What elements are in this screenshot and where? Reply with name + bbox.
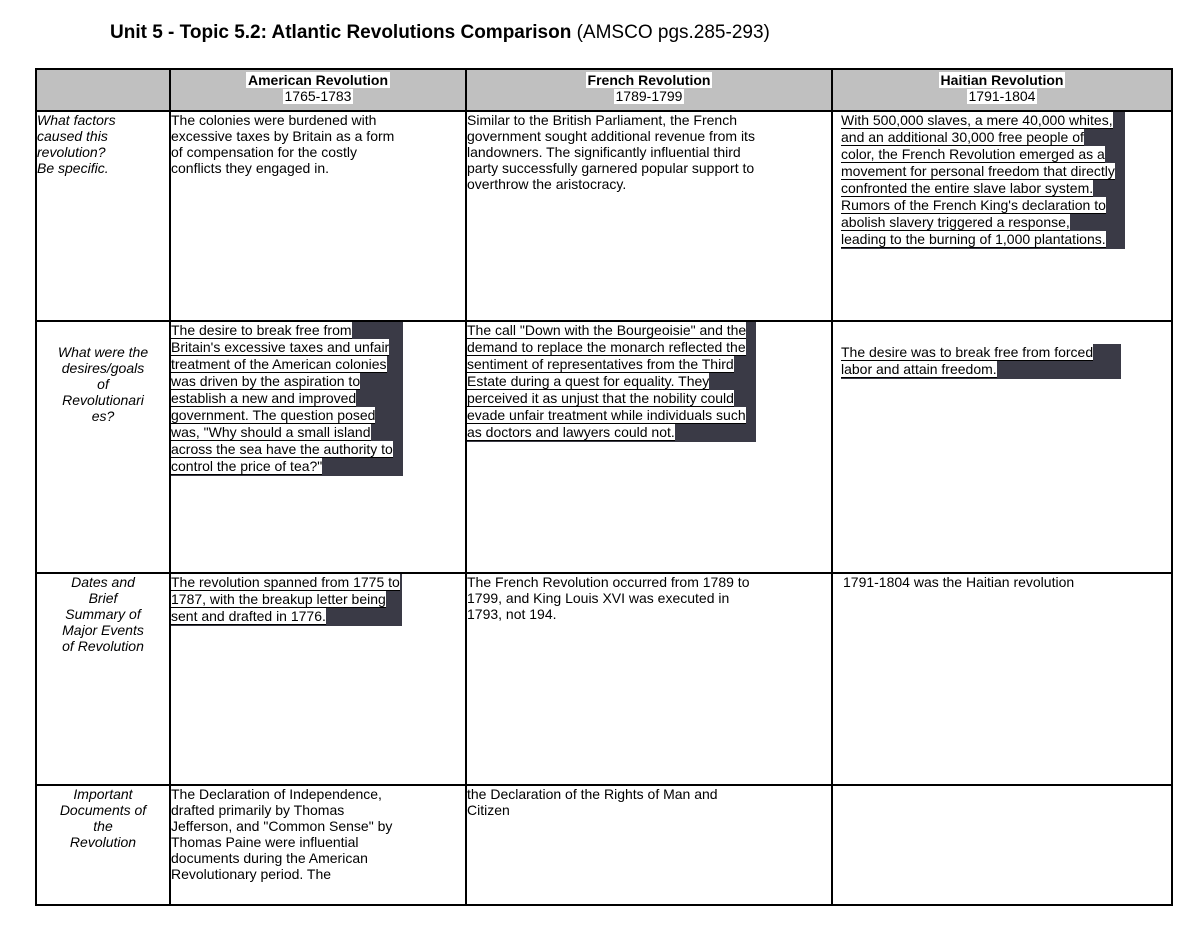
answer-cell-french <box>466 321 832 573</box>
answer-line: Rumors of the French King's declaration to <box>841 197 1106 213</box>
column-name: American Revolution <box>247 72 389 88</box>
answer-line: documents during the American <box>171 850 368 866</box>
answer-line: was, "Why should a small island <box>171 424 371 440</box>
answer-line: The revolution spanned from 1775 to <box>171 574 400 590</box>
answer-line: government sought additional revenue from its <box>467 128 755 144</box>
answer-cell-american <box>170 573 466 785</box>
column-header-haitian <box>832 69 1172 111</box>
answer-line: abolish slavery triggered a response, <box>841 214 1070 230</box>
column-years: 1791-1804 <box>968 88 1036 104</box>
answer-cell-french <box>466 785 832 905</box>
answer-line: Citizen <box>467 802 510 818</box>
answer-line: as doctors and lawyers could not. <box>467 424 675 440</box>
question-line: Major Events <box>62 622 144 638</box>
answer-line: establish a new and improved <box>171 390 357 406</box>
answer-line: The desire was to break free from forced <box>841 344 1094 360</box>
comparison-table <box>35 68 1173 906</box>
answer-line: was driven by the aspiration to <box>171 373 361 389</box>
row-goals <box>36 321 1172 573</box>
answer-cell-haitian <box>832 573 1172 785</box>
answer-line: landowners. The significantly influential third <box>467 144 741 160</box>
answer-line: evade unfair treatment while individuals such <box>467 407 746 423</box>
answer-line: 1793, not 194. <box>467 606 557 622</box>
column-name: Haitian Revolution <box>940 72 1064 88</box>
answer-line: demand to replace the monarch reflected the <box>467 339 746 355</box>
answer-line: The call "Down with the Bourgeoisie" and the <box>467 322 747 338</box>
answer-line: control the price of tea?" <box>171 458 323 474</box>
corner-cell <box>36 69 170 111</box>
answer-line: sentiment of representatives from the Third <box>467 356 734 372</box>
answer-cell-american <box>170 785 466 905</box>
answer-line: Britain's excessive taxes and unfair <box>171 339 390 355</box>
answer-line: labor and attain freedom. <box>841 361 997 377</box>
answer-line: of compensation for the costly <box>171 144 357 160</box>
question-cell <box>36 785 170 905</box>
answer-line: party successfully garnered popular support to <box>467 160 755 176</box>
answer-line: government. The question posed <box>171 407 376 423</box>
question-line: revolution? <box>37 144 106 160</box>
question-line: What factors <box>37 112 116 128</box>
answer-line: perceived it as unjust that the nobility could <box>467 390 734 406</box>
answer-line: Thomas Paine were influential <box>171 834 359 850</box>
question-line: Dates and <box>71 574 135 590</box>
answer-cell-french <box>466 573 832 785</box>
question-line: Important <box>73 786 133 802</box>
column-years: 1765-1783 <box>284 88 352 104</box>
answer-line: The desire to break free from <box>171 322 352 338</box>
question-line: Be specific. <box>37 160 109 176</box>
answer-line: Similar to the British Parliament, the French <box>467 112 737 128</box>
answer-line: sent and drafted in 1776. <box>171 608 326 624</box>
question-line: es? <box>91 408 115 424</box>
answer-line: The French Revolution occurred from 1789 to <box>467 574 750 590</box>
answer-line: excessive taxes by Britain as a form <box>171 128 395 144</box>
answer-line: Revolutionary period. The <box>171 866 332 882</box>
answer-line: the Declaration of the Rights of Man and <box>467 786 718 802</box>
page-title <box>110 22 770 44</box>
answer-line: treatment of the American colonies <box>171 356 387 372</box>
title-main: Unit 5 - Topic 5.2: Atlantic Revolutions Comparison <box>110 22 572 43</box>
answer-line: The Declaration of Independence, <box>171 786 382 802</box>
answer-line: across the sea have the authority to <box>171 441 393 457</box>
answer-line: 1791-1804 was the Haitian revolution <box>843 574 1075 590</box>
row-dates <box>36 573 1172 785</box>
answer-cell-french <box>466 111 832 321</box>
row-documents <box>36 785 1172 905</box>
question-line: What were the <box>57 344 149 360</box>
column-header-american <box>170 69 466 111</box>
header-row <box>36 69 1172 111</box>
answer-line: Estate during a quest for equality. They <box>467 373 710 389</box>
answer-line: conflicts they engaged in. <box>171 160 329 176</box>
question-line: of <box>97 376 109 392</box>
answer-cell-haitian <box>832 321 1172 573</box>
answer-line: overthrow the aristocracy. <box>467 176 627 192</box>
answer-line: confronted the entire slave labor system. <box>841 180 1094 196</box>
title-reference: (AMSCO pgs.285-293) <box>571 22 770 43</box>
question-line: Summary of <box>65 606 141 622</box>
question-cell <box>36 321 170 573</box>
question-line: Brief <box>88 590 118 606</box>
answer-line: Jefferson, and "Common Sense" by <box>171 818 393 834</box>
answer-line: 1787, with the breakup letter being <box>171 591 386 607</box>
question-line: Revolution <box>69 834 137 850</box>
column-header-french <box>466 69 832 111</box>
answer-line: drafted primarily by Thomas <box>171 802 345 818</box>
answer-cell-haitian <box>832 111 1172 321</box>
question-line: Documents of <box>59 802 147 818</box>
column-name: French Revolution <box>587 72 711 88</box>
answer-cell-haitian <box>832 785 1172 905</box>
answer-cell-american <box>170 321 466 573</box>
question-line: caused this <box>37 128 108 144</box>
question-line: of Revolution <box>62 638 144 654</box>
question-line: Revolutionari <box>62 392 144 408</box>
question-line: the <box>93 818 113 834</box>
question-line: desires/goals <box>61 360 145 376</box>
question-cell <box>36 111 170 321</box>
answer-line: With 500,000 slaves, a mere 40,000 whites, <box>841 112 1113 128</box>
row-factors <box>36 111 1172 321</box>
answer-line: The colonies were burdened with <box>171 112 377 128</box>
question-cell <box>36 573 170 785</box>
answer-line: movement for personal freedom that directly <box>841 163 1115 179</box>
answer-line: and an additional 30,000 free people of <box>841 129 1084 145</box>
answer-line: color, the French Revolution emerged as a <box>841 146 1105 162</box>
answer-cell-american <box>170 111 466 321</box>
column-years: 1789-1799 <box>615 88 683 104</box>
answer-line: leading to the burning of 1,000 plantations. <box>841 231 1106 247</box>
answer-line: 1799, and King Louis XVI was executed in <box>467 590 730 606</box>
